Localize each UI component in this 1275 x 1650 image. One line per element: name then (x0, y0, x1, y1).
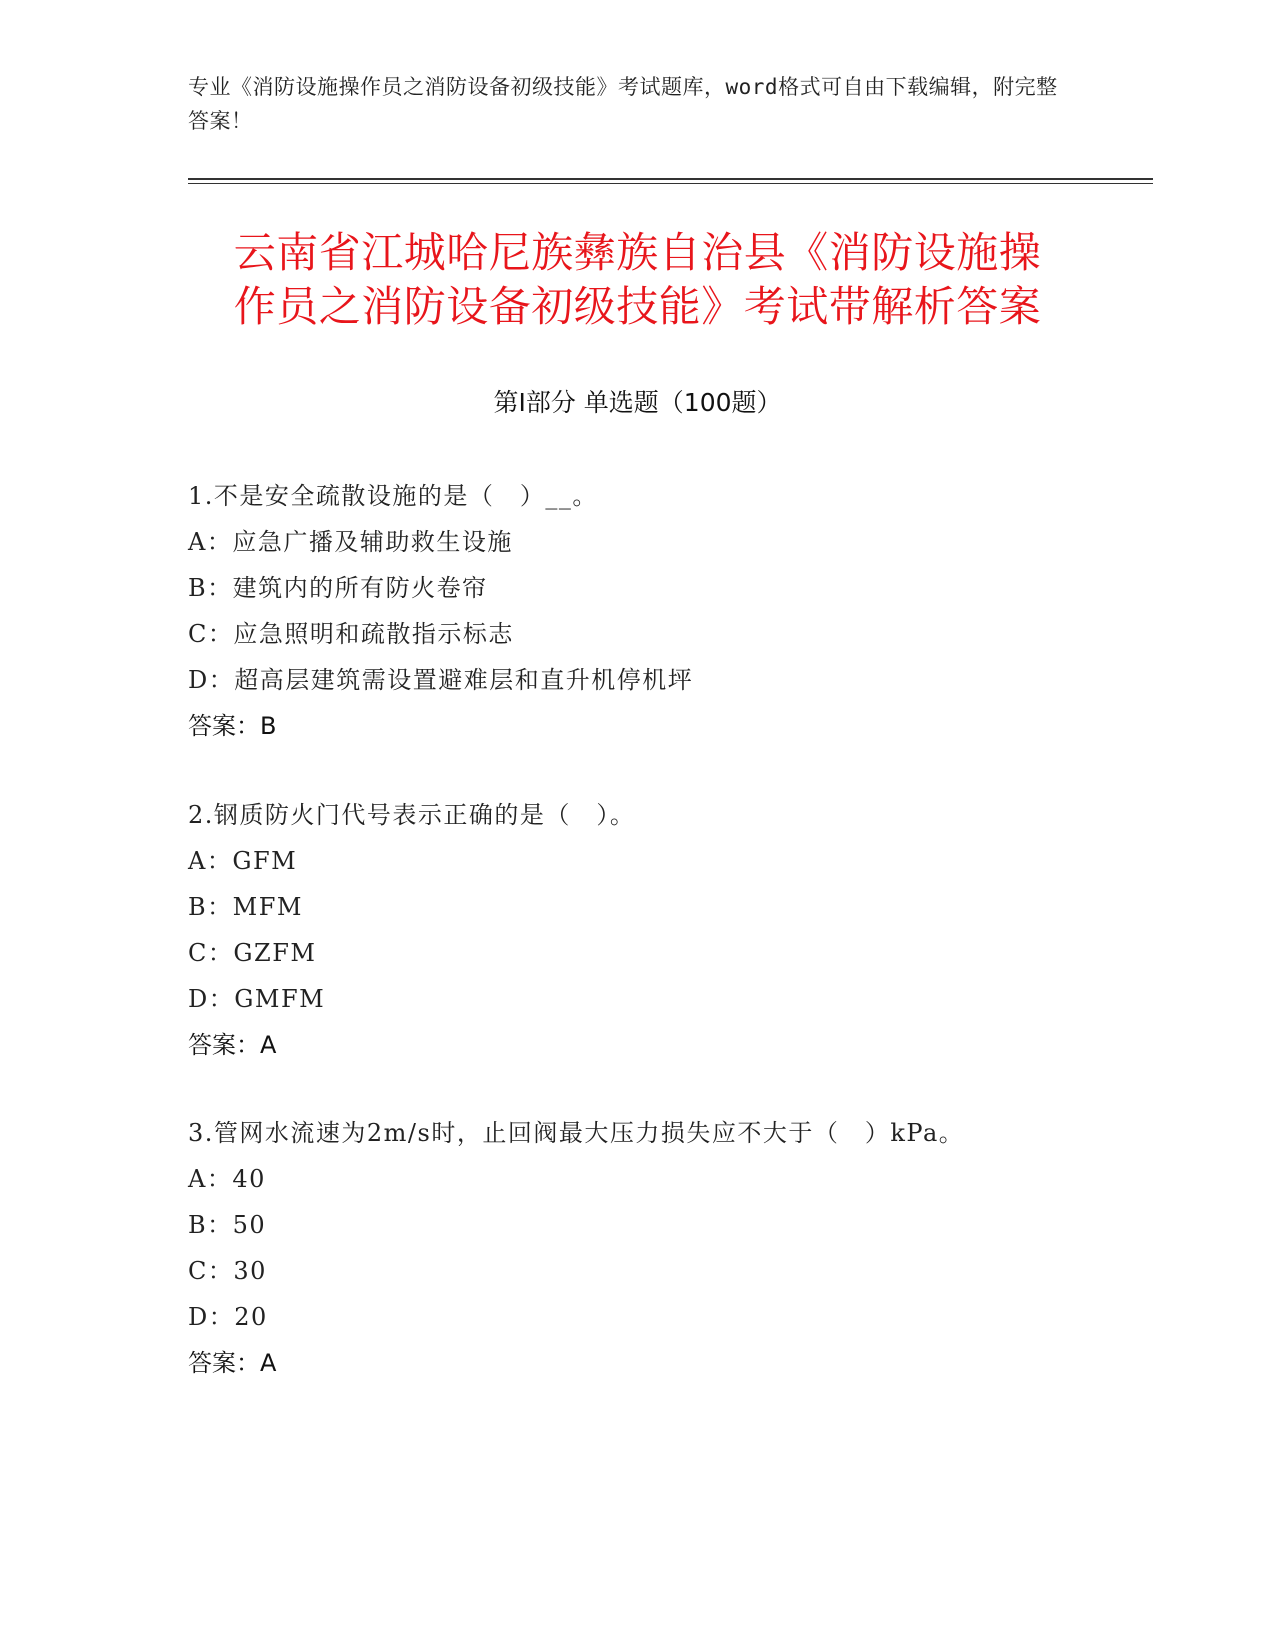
option-d: D：超高层建筑需设置避难层和直升机停机坪 (188, 666, 694, 694)
option-a: A：GFM (188, 847, 298, 875)
section-heading: 第Ⅰ部分 单选题（100题） (493, 388, 782, 417)
option-a: A：40 (188, 1165, 266, 1193)
question-stem: 1.不是安全疏散设施的是（ ）__。 (188, 482, 598, 510)
answer: 答案：A (188, 1031, 277, 1059)
question-stem: 2.钢质防火门代号表示正确的是（ ）。 (188, 801, 636, 829)
question-stem: 3.管网水流速为2m/s时，止回阀最大压力损失应不大于（ ）kPa。 (188, 1119, 965, 1147)
answer: 答案：A (188, 1349, 277, 1377)
option-d: D：GMFM (188, 985, 326, 1013)
option-c: C：应急照明和疏散指示标志 (188, 620, 514, 648)
answer: 答案：B (188, 712, 277, 740)
header-divider-thin (188, 183, 1153, 184)
option-a: A：应急广播及辅助救生设施 (188, 528, 513, 556)
document-title (150, 226, 1125, 334)
option-b: B：建筑内的所有防火卷帘 (188, 574, 488, 602)
option-c: C：30 (188, 1257, 267, 1285)
document-title-line-2: 作员之消防设备初级技能》考试带解析答案 (233, 282, 1042, 331)
question-3 (188, 1110, 1108, 1386)
header-divider-thick (188, 178, 1153, 180)
header-note: 专业《消防设施操作员之消防设备初级技能》考试题库，word格式可自由下载编辑，附完整答案！ (188, 75, 1058, 133)
option-d: D：20 (188, 1303, 268, 1331)
question-1 (188, 473, 1108, 749)
option-b: B：MFM (188, 893, 303, 921)
document-title-line-1: 云南省江城哈尼族彝族自治县《消防设施操 (233, 228, 1042, 277)
option-b: B：50 (188, 1211, 267, 1239)
option-c: C：GZFM (188, 939, 317, 967)
question-2 (188, 792, 1108, 1068)
